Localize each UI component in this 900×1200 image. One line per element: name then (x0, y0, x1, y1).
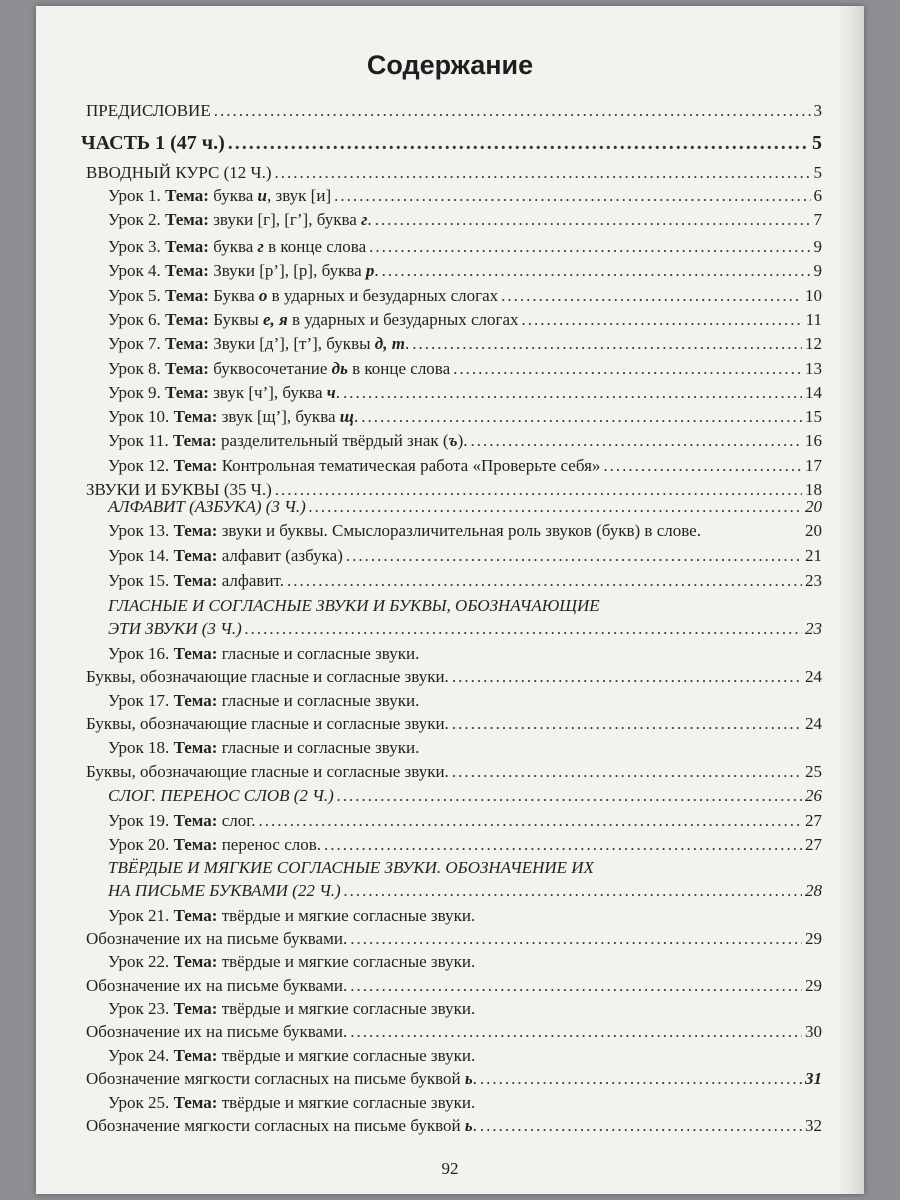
toc-leader-dots (344, 881, 802, 901)
toc-entry[interactable] (108, 359, 822, 379)
toc-entry-title: Урок 1. Тема: буква и, звук [и] (108, 186, 332, 205)
toc-entry-title: Обозначение мягкости согласных на письме буквой ь. (86, 1116, 477, 1135)
toc-entry-title: ЗВУКИ И БУКВЫ (35 Ч.) (86, 480, 272, 499)
theme-label: Тема: (165, 286, 209, 305)
toc-leader-dots (350, 1022, 802, 1042)
toc-entry[interactable] (108, 786, 822, 806)
toc-entry[interactable] (108, 881, 822, 901)
toc-entry-title: АЛФАВИТ (АЗБУКА) (3 Ч.) (108, 497, 306, 516)
toc-page-number: 15 (805, 407, 822, 426)
toc-entry[interactable] (108, 210, 822, 230)
toc-page-number: 12 (805, 334, 822, 353)
toc-leader-dots (452, 667, 802, 687)
toc-leader-dots (603, 456, 802, 476)
theme-label: Тема: (173, 835, 218, 854)
letter-highlight: р (365, 261, 375, 280)
toc-entry-title: Буквы, обозначающие гласные и согласные звуки. (86, 762, 449, 781)
toc-leader-dots (245, 619, 802, 639)
letter-highlight: ь (464, 1069, 473, 1088)
toc-leader-dots (309, 497, 802, 517)
toc-leader-dots (412, 334, 802, 354)
toc-entry[interactable] (81, 132, 822, 155)
toc-entry[interactable] (108, 571, 822, 591)
toc-entry[interactable] (108, 644, 822, 664)
toc-entry-title: Урок 15. Тема: алфавит. (108, 571, 284, 590)
toc-leader-dots (382, 261, 811, 281)
toc-entry-title: Урок 16. Тема: гласные и согласные звуки. (108, 644, 420, 663)
toc-page-number: 10 (805, 286, 822, 305)
toc-page-number: 23 (805, 619, 822, 638)
toc-entry-title: Обозначение их на письме буквами. (86, 1022, 348, 1041)
toc-entry-title: Урок 14. Тема: алфавит (азбука) (108, 546, 343, 565)
toc-entry[interactable] (108, 383, 822, 403)
toc-entry[interactable] (108, 497, 822, 517)
toc-entry[interactable] (86, 163, 822, 183)
toc-page-number: 31 (805, 1069, 822, 1088)
toc-entry[interactable] (108, 906, 822, 926)
theme-label: Тема: (165, 383, 209, 402)
toc-page-number: 5 (813, 163, 822, 182)
theme-label: Тема: (173, 906, 218, 925)
toc-leader-dots (346, 546, 802, 566)
toc-page-number: 18 (805, 480, 822, 499)
toc-page-number: 24 (805, 714, 822, 733)
toc-entry[interactable] (108, 858, 822, 878)
toc-entry-title: Урок 24. Тема: твёрдые и мягкие согласные звуки. (108, 1046, 476, 1065)
theme-label: Тема: (165, 310, 209, 329)
toc-entry-title: Урок 4. Тема: Звуки [р’], [р], буква р. (108, 261, 379, 280)
toc-entry-title: ЧАСТЬ 1 (47 ч.) (81, 132, 225, 154)
toc-leader-dots (501, 286, 802, 306)
theme-label: Тема: (173, 811, 218, 830)
toc-leader-dots (350, 976, 802, 996)
book-page (36, 6, 864, 1194)
toc-entry-title: Урок 13. Тема: звуки и буквы. Смыслоразличительная роль звуков (букв) в слове. (108, 521, 701, 540)
toc-entry[interactable] (108, 456, 822, 476)
theme-label: Тема: (173, 521, 218, 540)
theme-label: Тема: (165, 186, 209, 205)
toc-entry[interactable] (108, 310, 822, 330)
toc-page-number: 7 (813, 210, 822, 229)
toc-leader-dots (480, 1116, 802, 1136)
toc-leader-dots (452, 714, 802, 734)
toc-entry-title: Урок 23. Тема: твёрдые и мягкие согласные звуки. (108, 999, 476, 1018)
theme-label: Тема: (173, 456, 218, 475)
toc-entry-title: Урок 7. Тема: Звуки [д’], [т’], буквы д, т. (108, 334, 410, 353)
toc-entry[interactable] (108, 431, 822, 451)
letter-highlight: г (257, 237, 264, 256)
toc-leader-dots (324, 835, 802, 855)
toc-leader-dots (452, 762, 802, 782)
toc-entry-title: СЛОГ. ПЕРЕНОС СЛОВ (2 Ч.) (108, 786, 334, 805)
toc-leader-dots (337, 786, 802, 806)
toc-entry[interactable] (108, 1046, 822, 1066)
toc-entry-title: Обозначение их на письме буквами. (86, 976, 348, 995)
toc-leader-dots (350, 929, 802, 949)
toc-page-number: 20 (805, 521, 822, 540)
theme-label: Тема: (173, 1093, 218, 1112)
toc-entry-title: Урок 5. Тема: Буква о в ударных и безударных слогах (108, 286, 499, 305)
theme-label: Тема: (165, 237, 209, 256)
toc-entry-title: Урок 12. Тема: Контрольная тематическая работа «Проверьте себя» (108, 456, 601, 475)
toc-entry-title: Урок 9. Тема: звук [ч’], буква ч. (108, 383, 340, 402)
toc-leader-dots (214, 101, 811, 121)
theme-label: Тема: (173, 999, 218, 1018)
toc-page-number: 28 (805, 881, 822, 900)
toc-entry-title: Урок 25. Тема: твёрдые и мягкие согласные звуки. (108, 1093, 476, 1112)
page-title: Содержание (366, 50, 534, 80)
toc-entry[interactable] (108, 811, 822, 831)
toc-page-number: 5 (812, 132, 822, 154)
toc-entry[interactable] (108, 286, 822, 306)
toc-page-number: 27 (805, 835, 822, 854)
theme-label: Тема: (173, 546, 218, 565)
toc-page-number: 9 (813, 237, 822, 256)
toc-leader-dots (259, 811, 802, 831)
toc-entry-title: Урок 19. Тема: слог. (108, 811, 256, 830)
letter-highlight: о (258, 286, 268, 305)
toc-entry-title: ТВЁРДЫЕ И МЯГКИЕ СОГЛАСНЫЕ ЗВУКИ. ОБОЗНАЧЕНИЕ ИХ (108, 858, 594, 877)
toc-entry-title: ГЛАСНЫЕ И СОГЛАСНЫЕ ЗВУКИ И БУКВЫ, ОБОЗНАЧАЮЩИЕ (108, 596, 600, 615)
toc-entry[interactable] (86, 976, 822, 996)
toc-leader-dots (334, 186, 810, 206)
toc-entry-title: Урок 8. Тема: буквосочетание дь в конце слова (108, 359, 451, 378)
theme-label: Тема: (173, 571, 218, 590)
theme-label: Тема: (165, 210, 209, 229)
toc-entry[interactable] (108, 596, 822, 616)
toc-entry-title: Обозначение мягкости согласных на письме буквой ь. (86, 1069, 477, 1088)
toc-entry-title: Урок 11. Тема: разделительный твёрдый знак (ъ). (108, 431, 468, 450)
toc-entry[interactable] (108, 952, 822, 972)
toc-entry-title: Урок 22. Тема: твёрдые и мягкие согласные звуки. (108, 952, 476, 971)
theme-label: Тема: (165, 359, 209, 378)
toc-leader-dots (275, 163, 811, 183)
toc-entry[interactable] (86, 714, 822, 734)
toc-leader-dots (287, 571, 802, 591)
theme-label: Тема: (165, 261, 209, 280)
toc-entry-title: Буквы, обозначающие гласные и согласные звуки. (86, 667, 449, 686)
toc-entry-title: ВВОДНЫЙ КУРС (12 Ч.) (86, 163, 272, 182)
toc-page-number: 24 (805, 667, 822, 686)
toc-entry[interactable] (86, 1022, 822, 1042)
toc-page-number: 17 (805, 456, 822, 475)
toc-entry[interactable] (108, 237, 822, 257)
toc-entry[interactable] (108, 691, 822, 711)
toc-leader-dots (470, 431, 802, 451)
theme-label: Тема: (173, 952, 218, 971)
letter-highlight: дь (331, 359, 348, 378)
toc-page-number: 26 (805, 786, 822, 805)
toc-leader-dots (369, 237, 810, 257)
toc-entry[interactable] (108, 334, 822, 354)
toc-entry-title: Обозначение их на письме буквами. (86, 929, 348, 948)
toc-entry[interactable] (108, 999, 822, 1019)
theme-label: Тема: (172, 431, 217, 450)
toc-entry[interactable] (108, 521, 822, 541)
toc-page-number: 29 (805, 976, 822, 995)
toc-entry-title: Урок 10. Тема: звук [щ’], буква щ. (108, 407, 359, 426)
letter-highlight: д, т (374, 334, 405, 353)
toc-page-number: 11 (805, 310, 822, 329)
toc-entry[interactable] (108, 619, 822, 639)
theme-label: Тема: (173, 1046, 218, 1065)
letter-highlight: и (257, 186, 268, 205)
toc-page-number: 3 (813, 101, 822, 120)
toc-leader-dots (228, 132, 809, 155)
letter-highlight: ъ (448, 431, 458, 450)
toc-page-number: 30 (805, 1022, 822, 1041)
toc-page-number: 9 (813, 261, 822, 280)
toc-leader-dots (343, 383, 802, 403)
toc-page-number: 29 (805, 929, 822, 948)
letter-highlight: ь (464, 1116, 473, 1135)
toc-leader-dots (375, 210, 811, 230)
toc-entry-title: Урок 20. Тема: перенос слов. (108, 835, 321, 854)
toc-entry[interactable] (86, 1116, 822, 1136)
toc-entry-title: ЭТИ ЗВУКИ (3 Ч.) (108, 619, 242, 638)
letter-highlight: е, я (262, 310, 288, 329)
toc-entry[interactable] (108, 738, 822, 758)
toc-entry[interactable] (86, 1069, 822, 1089)
letter-highlight: г (361, 210, 368, 229)
theme-label: Тема: (165, 334, 209, 353)
toc-entry[interactable] (86, 762, 822, 782)
page-number: 92 (441, 1159, 459, 1178)
toc-entry-title: Урок 21. Тема: твёрдые и мягкие согласные звуки. (108, 906, 476, 925)
letter-highlight: щ (339, 407, 354, 426)
theme-label: Тема: (173, 691, 218, 710)
theme-label: Тема: (173, 407, 218, 426)
toc-page-number: 23 (805, 571, 822, 590)
toc-entry-title: Урок 2. Тема: звуки [г], [г’], буква г. (108, 210, 372, 229)
toc-leader-dots (361, 407, 802, 427)
toc-entry-title: Урок 17. Тема: гласные и согласные звуки. (108, 691, 420, 710)
theme-label: Тема: (173, 738, 218, 757)
toc-entry-title: Урок 3. Тема: буква г в конце слова (108, 237, 367, 256)
toc-page-number: 20 (805, 497, 822, 516)
toc-leader-dots (522, 310, 803, 330)
toc-page-number: 27 (805, 811, 822, 830)
toc-entry[interactable] (108, 261, 822, 281)
toc-entry-title: НА ПИСЬМЕ БУКВАМИ (22 Ч.) (108, 881, 341, 900)
toc-leader-dots (480, 1069, 802, 1089)
toc-entry[interactable] (86, 667, 822, 687)
toc-entry-title: Буквы, обозначающие гласные и согласные звуки. (86, 714, 449, 733)
toc-entry-title: Урок 18. Тема: гласные и согласные звуки. (108, 738, 420, 757)
toc-entry[interactable] (108, 546, 822, 566)
toc-page-number: 6 (813, 186, 822, 205)
letter-highlight: ч (326, 383, 336, 402)
toc-entry[interactable] (108, 407, 822, 427)
toc-entry-title: Урок 6. Тема: Буквы е, я в ударных и безударных слогах (108, 310, 519, 329)
toc-entry[interactable] (86, 101, 822, 121)
toc-page-number: 16 (805, 431, 822, 450)
toc-entry[interactable] (108, 186, 822, 206)
toc-leader-dots (453, 359, 802, 379)
toc-entry[interactable] (108, 835, 822, 855)
toc-page-number: 25 (805, 762, 822, 781)
toc-entry-title: ПРЕДИСЛОВИЕ (86, 101, 211, 120)
toc-entry[interactable] (108, 1093, 822, 1113)
toc-page-number: 32 (805, 1116, 822, 1135)
toc-entry[interactable] (86, 929, 822, 949)
toc-page-number: 13 (805, 359, 822, 378)
toc-page-number: 14 (805, 383, 822, 402)
theme-label: Тема: (173, 644, 218, 663)
toc-page-number: 21 (805, 546, 822, 565)
